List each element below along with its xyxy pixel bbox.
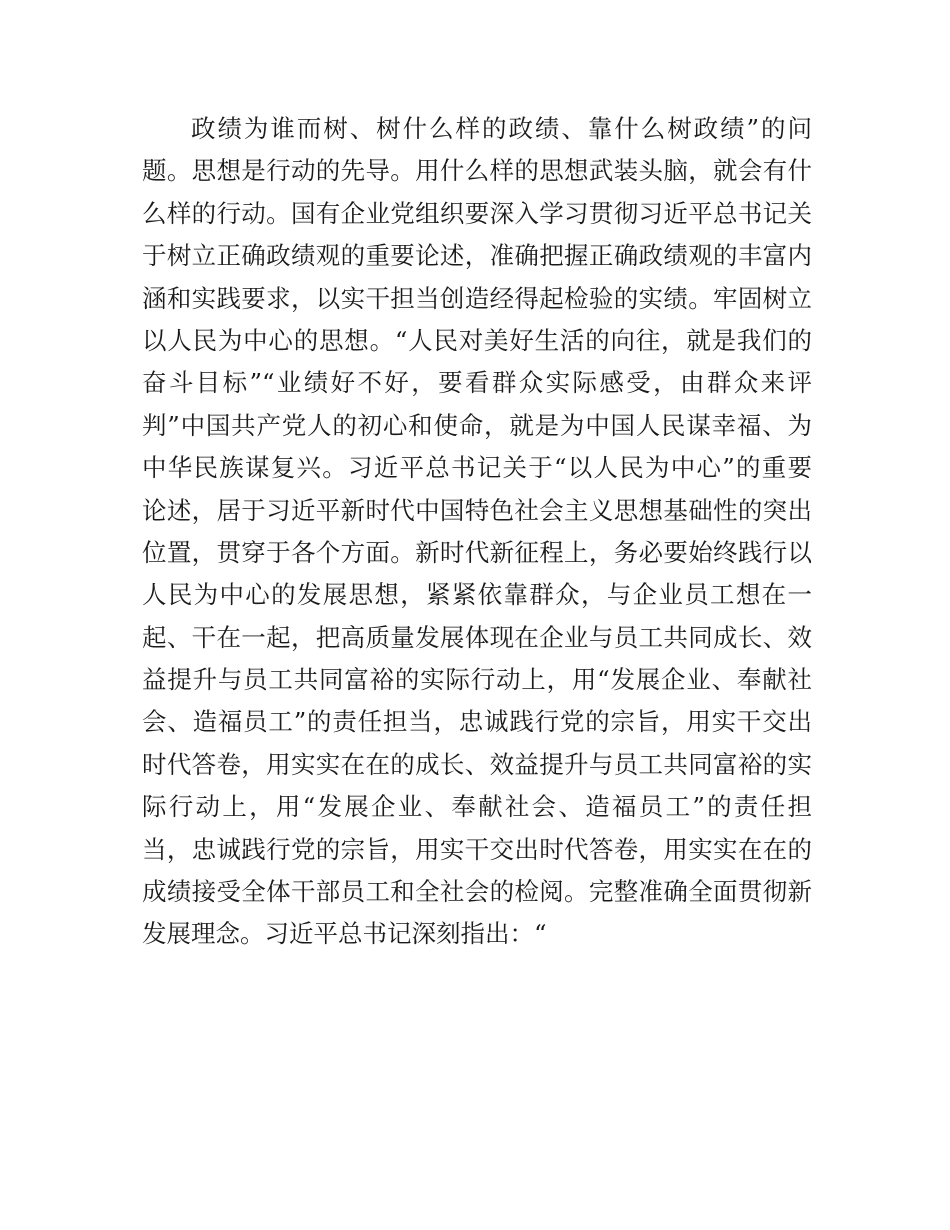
text-line: 论述，居于习近平新时代中国特色社会主义思想基础性的突出 [142,495,812,525]
text-line: 涵和实践要求，以实干担当创造经得起检验的实绩。牢固树立 [142,283,812,313]
text-line: 成绩接受全体干部员工和全社会的检阅。完整准确全面贯彻新 [142,877,812,907]
body-paragraph [142,108,812,956]
text-line: 益提升与员工共同富裕的实际行动上，用“发展企业、奉献社 [142,665,812,695]
text-line: 会、造福员工”的责任担当，忠诚践行党的宗旨，用实干交出 [142,707,812,737]
text-line: 时代答卷，用实实在在的成长、效益提升与员工共同富裕的实 [142,749,812,779]
text-line: 人民为中心的发展思想，紧紧依靠群众，与企业员工想在一 [142,580,812,610]
text-line: 判”中国共产党人的初心和使命，就是为中国人民谋幸福、为 [142,410,812,440]
text-line: 以人民为中心的思想。“人民对美好生活的向往，就是我们的 [142,325,812,355]
text-line: 当，忠诚践行党的宗旨，用实干交出时代答卷，用实实在在的 [142,834,812,864]
text-line: 政绩为谁而树、树什么样的政绩、靠什么树政绩”的问 [191,114,812,143]
text-line: 发展理念。习近平总书记深刻指出：“ [142,919,547,949]
text-line: 么样的行动。国有企业党组织要深入学习贯彻习近平总书记关 [142,198,812,228]
text-line: 中华民族谋复兴。习近平总书记关于“以人民为中心”的重要 [142,453,812,483]
text-line: 位置，贯穿于各个方面。新时代新征程上，务必要始终践行以 [142,537,812,567]
text-line: 奋斗目标”“业绩好不好，要看群众实际感受，由群众来评 [142,368,812,398]
text-line: 题。思想是行动的先导。用什么样的思想武装头脑，就会有什 [142,156,812,186]
text-line: 于树立正确政绩观的重要论述，准确把握正确政绩观的丰富内 [142,241,812,271]
text-line: 际行动上，用“发展企业、奉献社会、造福员工”的责任担 [142,792,812,822]
text-line: 起、干在一起，把高质量发展体现在企业与员工共同成长、效 [142,622,812,652]
